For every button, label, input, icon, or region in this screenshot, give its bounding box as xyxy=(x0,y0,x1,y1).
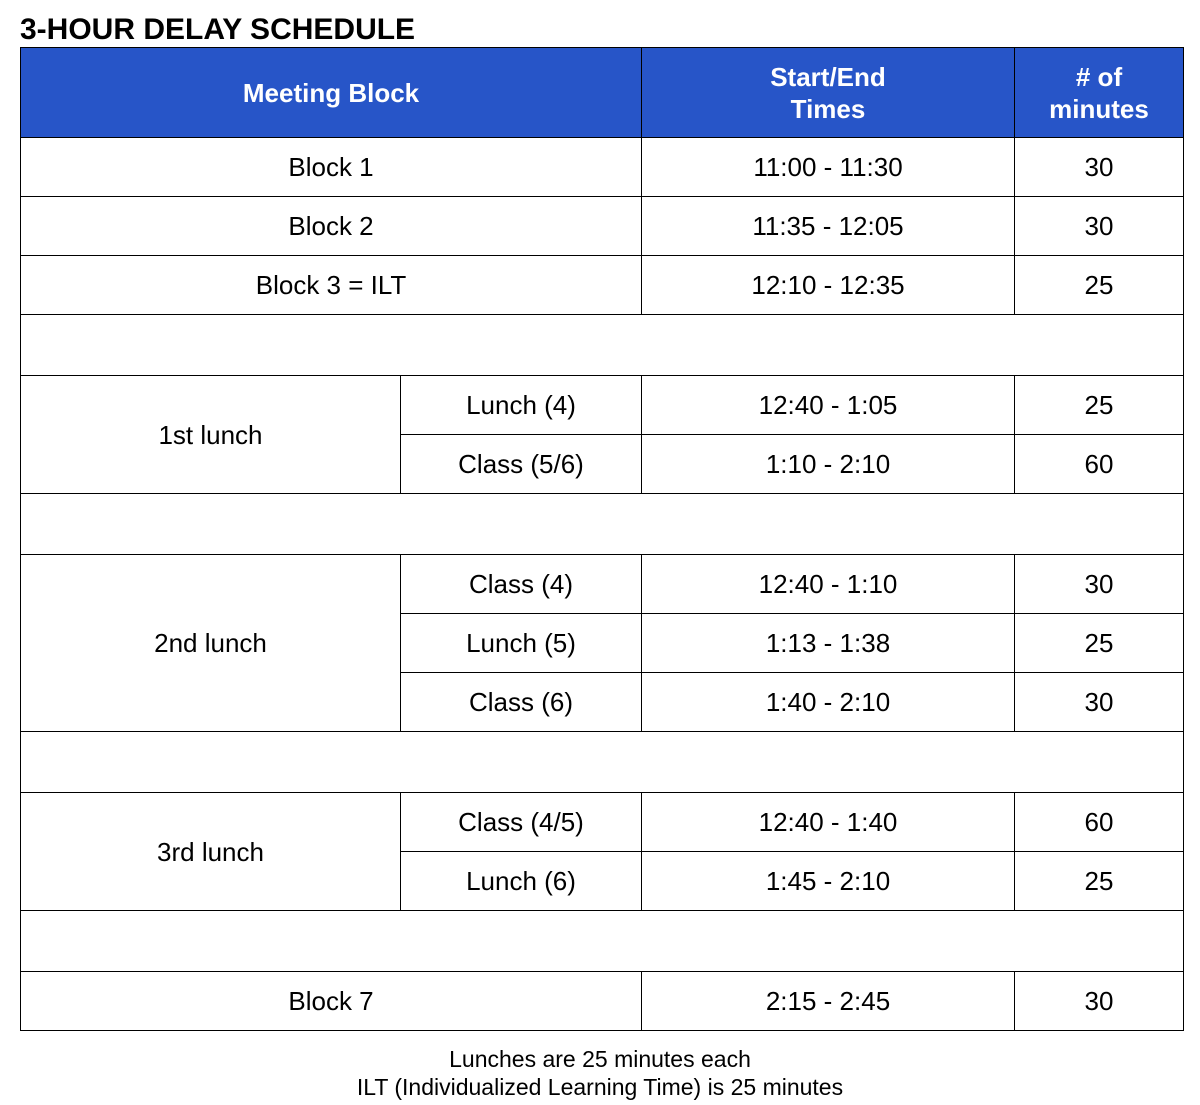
block-time: 11:35 - 12:05 xyxy=(642,197,1015,256)
header-times-line2: Times xyxy=(790,93,866,124)
block-name: Block 7 xyxy=(21,972,642,1031)
table-row-third-lunch-1 xyxy=(21,793,1184,852)
block-name: Block 1 xyxy=(21,138,642,197)
spacer-row xyxy=(21,732,1184,793)
period-time: 1:45 - 2:10 xyxy=(642,852,1015,911)
period-name: Lunch (6) xyxy=(401,852,642,911)
period-minutes: 60 xyxy=(1015,793,1184,852)
period-name: Class (4/5) xyxy=(401,793,642,852)
period-minutes: 25 xyxy=(1015,852,1184,911)
block-time: 12:10 - 12:35 xyxy=(642,256,1015,315)
table-row-block1 xyxy=(21,138,1184,197)
block-name: Block 3 = ILT xyxy=(21,256,642,315)
footnotes xyxy=(0,1045,1200,1101)
spacer-cell xyxy=(21,315,1184,376)
block-time: 11:00 - 11:30 xyxy=(642,138,1015,197)
spacer-row xyxy=(21,315,1184,376)
block-time: 2:15 - 2:45 xyxy=(642,972,1015,1031)
table-row-second-lunch-1 xyxy=(21,555,1184,614)
period-time: 12:40 - 1:05 xyxy=(642,376,1015,435)
lunch-group-name: 3rd lunch xyxy=(21,793,401,911)
period-name: Lunch (5) xyxy=(401,614,642,673)
block-name: Block 2 xyxy=(21,197,642,256)
lunch-group-name: 2nd lunch xyxy=(21,555,401,732)
period-name: Class (4) xyxy=(401,555,642,614)
footnote-ilt: ILT (Individualized Learning Time) is 25 minutes xyxy=(356,1074,844,1100)
period-minutes: 25 xyxy=(1015,614,1184,673)
period-name: Class (5/6) xyxy=(401,435,642,494)
page-title: 3-HOUR DELAY SCHEDULE xyxy=(20,13,416,46)
period-name: Class (6) xyxy=(401,673,642,732)
period-minutes: 60 xyxy=(1015,435,1184,494)
period-time: 1:40 - 2:10 xyxy=(642,673,1015,732)
header-minutes-line1: # of xyxy=(1075,61,1123,92)
schedule-table xyxy=(20,47,1184,1031)
header-meeting-block: Meeting Block xyxy=(21,48,642,138)
header-minutes-line2: minutes xyxy=(1049,93,1149,124)
spacer-cell xyxy=(21,494,1184,555)
table-row-first-lunch-1 xyxy=(21,376,1184,435)
period-minutes: 30 xyxy=(1015,673,1184,732)
block-minutes: 30 xyxy=(1015,197,1184,256)
lunch-group-name: 1st lunch xyxy=(21,376,401,494)
header-minutes xyxy=(1015,48,1184,138)
period-time: 1:13 - 1:38 xyxy=(642,614,1015,673)
period-minutes: 25 xyxy=(1015,376,1184,435)
period-time: 12:40 - 1:10 xyxy=(642,555,1015,614)
footnote-lunches: Lunches are 25 minutes each xyxy=(449,1046,751,1072)
spacer-cell xyxy=(21,732,1184,793)
table-row-block7 xyxy=(21,972,1184,1031)
block-minutes: 30 xyxy=(1015,972,1184,1031)
spacer-row xyxy=(21,911,1184,972)
period-time: 12:40 - 1:40 xyxy=(642,793,1015,852)
spacer-cell xyxy=(21,911,1184,972)
table-row-block3 xyxy=(21,256,1184,315)
table-header-row xyxy=(21,48,1184,138)
block-minutes: 25 xyxy=(1015,256,1184,315)
period-minutes: 30 xyxy=(1015,555,1184,614)
period-time: 1:10 - 2:10 xyxy=(642,435,1015,494)
spacer-row xyxy=(21,494,1184,555)
period-name: Lunch (4) xyxy=(401,376,642,435)
table-row-block2 xyxy=(21,197,1184,256)
header-times-line1: Start/End xyxy=(770,61,886,92)
header-start-end-times xyxy=(642,48,1015,138)
block-minutes: 30 xyxy=(1015,138,1184,197)
